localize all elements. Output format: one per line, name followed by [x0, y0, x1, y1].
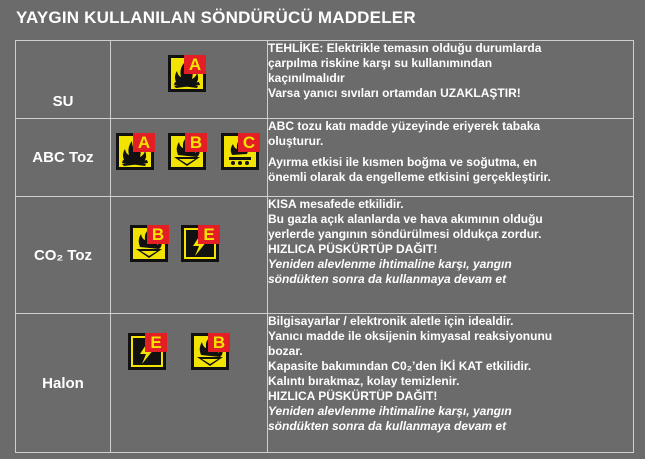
table-row-co2 — [16, 197, 634, 314]
description-line: Kalıntı bırakmaz, kolay temizlenir. — [268, 374, 460, 388]
page-title: YAYGIN KULLANILAN SÖNDÜRÜCÜ MADDELER — [16, 8, 416, 27]
description-abc — [268, 119, 634, 197]
description-line: kaçınılmalıdır — [268, 71, 345, 85]
description-line: yerlerde yangının söndürülmesi oldukça zordur. — [268, 227, 542, 241]
fire-class-badge-b: B — [147, 225, 169, 244]
fire-class-badge-c: C — [238, 133, 260, 152]
description-line: Ayırma etkisi ile kısmen boğma ve soğutma, en — [268, 155, 537, 169]
description-su — [268, 41, 634, 119]
table-row-halon — [16, 314, 634, 453]
description-line: Yeniden alevlenme ihtimaline karşı, yangın — [268, 404, 512, 418]
description-line: HIZLICA PÜSKÜRTÜP DAĞIT! — [268, 242, 438, 256]
table-row-abc — [16, 119, 634, 197]
fire-class-icons-halon — [111, 314, 268, 453]
description-line: TEHLİKE: Elektrikle temasın olduğu durumlarda — [268, 41, 542, 55]
description-line: bozar. — [268, 344, 303, 358]
description-line: KISA mesafede etkilidir. — [268, 197, 404, 211]
fire-class-badge-a: A — [184, 55, 206, 74]
description-line: Yeniden alevlenme ihtimaline karşı, yangın — [268, 257, 512, 271]
agent-name-su: SU — [16, 41, 111, 119]
description-line: söndükten sonra da kullanmaya devam et — [268, 272, 507, 286]
description-halon — [268, 314, 634, 453]
fire-class-icons-co2 — [111, 197, 268, 314]
description-line: söndükten sonra da kullanmaya devam et — [268, 419, 507, 433]
description-line: oluşturur. — [268, 134, 324, 148]
table-row-su — [16, 41, 634, 119]
description-line: çarpılma riskine karşı su kullanımından — [268, 56, 493, 70]
fire-class-badge-b: B — [185, 133, 207, 152]
description-co2 — [268, 197, 634, 314]
description-line: ABC tozu katı madde yüzeyinde eriyerek tabaka — [268, 119, 541, 133]
fire-class-badge-e: E — [198, 225, 220, 244]
description-line: Bilgisayarlar / elektronik aletle için idealdir. — [268, 314, 514, 328]
description-line: Kapasite bakımından C0₂’den İKİ KAT etkilidir. — [268, 359, 532, 373]
description-line: Yanıcı madde ile oksijenin kimyasal reaksiyonunu — [268, 329, 553, 343]
description-line: HIZLICA PÜSKÜRTÜP DAĞIT! — [268, 389, 438, 403]
fire-class-badge-b: B — [208, 333, 230, 352]
fire-class-icons-abc — [111, 119, 268, 197]
description-line: Bu gazla açık alanlarda ve hava akımının olduğu — [268, 212, 543, 226]
agent-name-abc: ABC Toz — [16, 119, 111, 197]
fire-class-badge-a: A — [133, 133, 155, 152]
fire-class-icons-su — [111, 41, 268, 119]
description-line: önemli olarak da engelleme etkisini gerçekleştirir. — [268, 170, 551, 184]
extinguisher-table — [15, 40, 634, 453]
fire-class-badge-e: E — [145, 333, 167, 352]
description-line: Varsa yanıcı sıvıları ortamdan UZAKLAŞTIR! — [268, 86, 521, 100]
agent-name-halon: Halon — [16, 314, 111, 453]
agent-name-co2: CO₂ Toz — [16, 197, 111, 314]
